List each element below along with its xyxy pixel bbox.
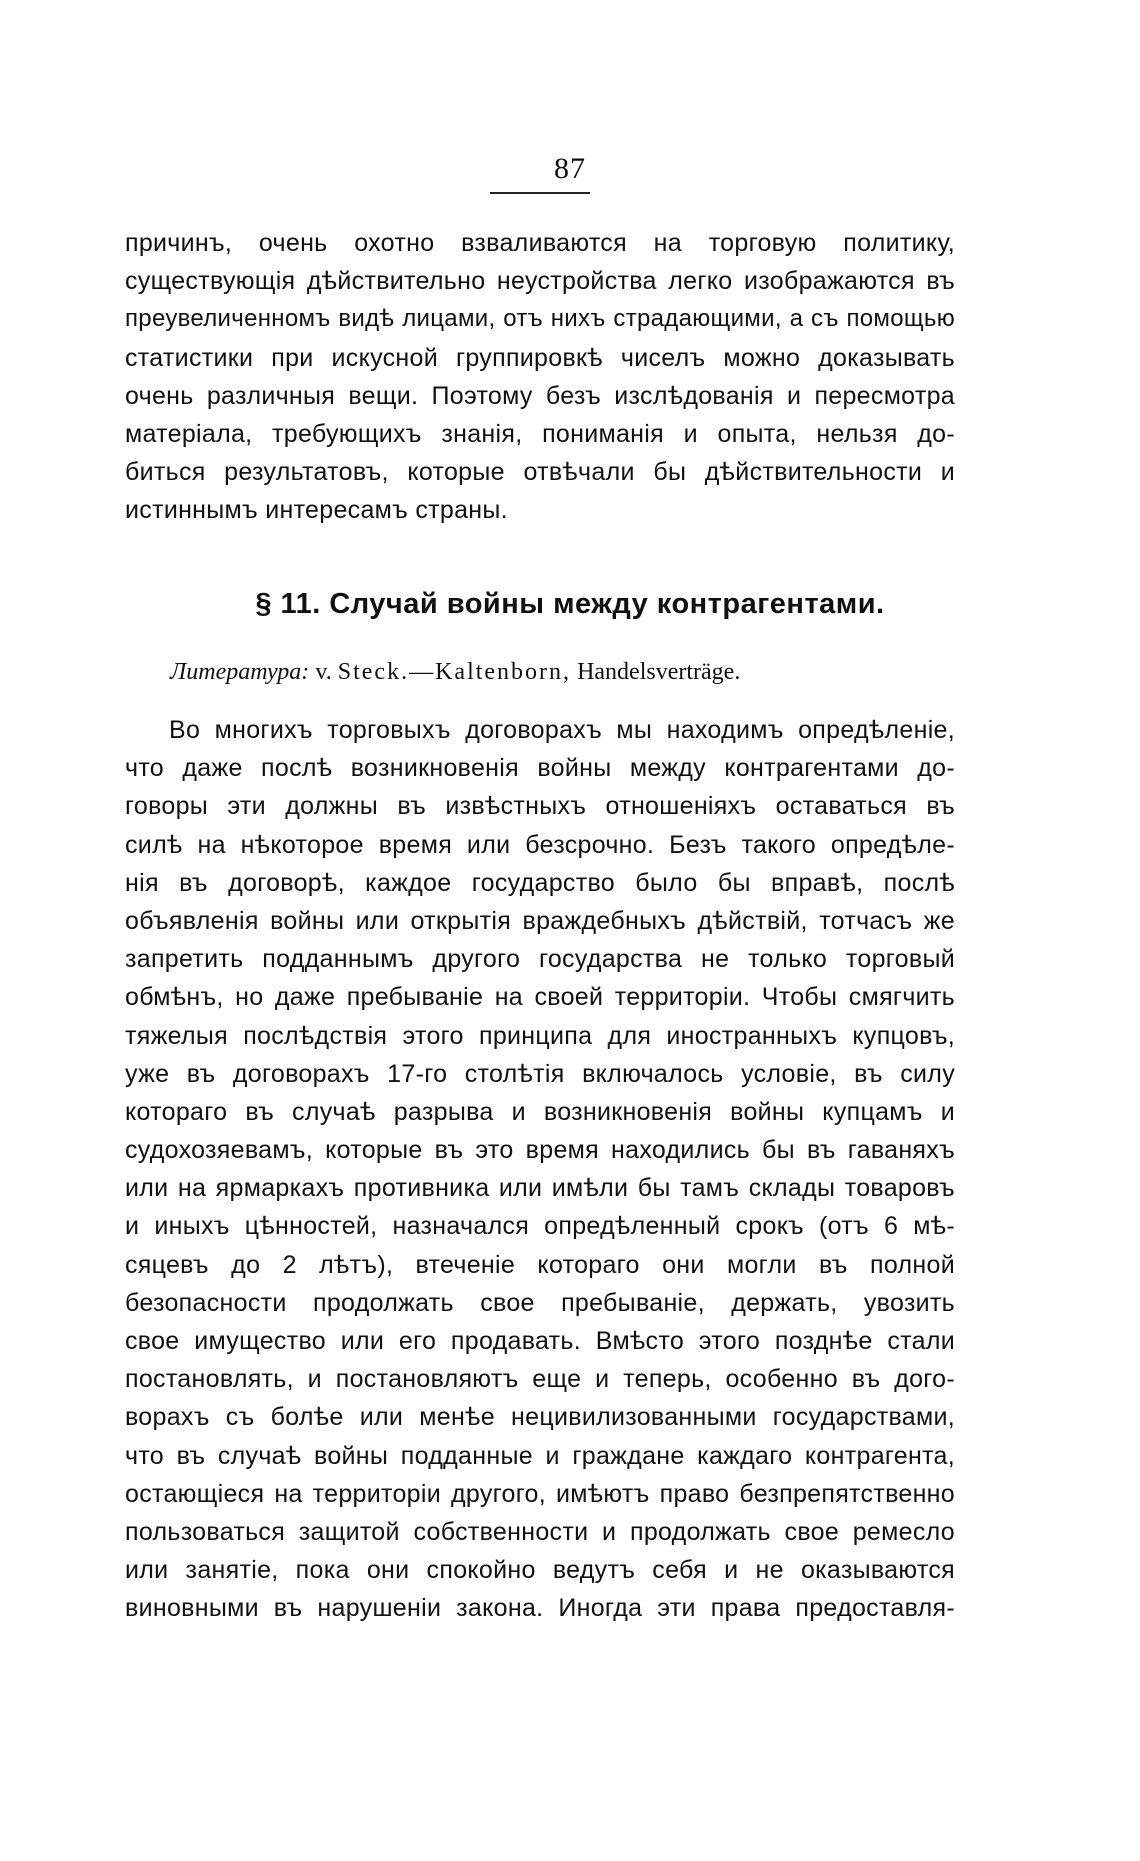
- text-line: что въ случаѣ войны подданные и граждане каждаго контрагента,: [125, 1441, 955, 1470]
- text-line: очень различныя вещи. Поэтому безъ изслѣдованія и пересмотра: [125, 381, 955, 410]
- text-line: объявленія войны или открытія враждебныхъ дѣйствій, тотчасъ же: [125, 906, 955, 935]
- text-line: остающіеся на территоріи другого, имѣютъ право безпрепятственно: [125, 1479, 955, 1508]
- text-line: сяцевъ до 2 лѣтъ), втеченіе котораго они могли въ полной: [125, 1250, 955, 1279]
- text-line: нія въ договорѣ, каждое государство было бы вправѣ, послѣ: [125, 868, 955, 897]
- text-line: или на ярмаркахъ противника или имѣли бы тамъ склады товаровъ: [125, 1174, 955, 1203]
- text-line: статистики при искусной группировкѣ чиселъ можно доказывать: [125, 343, 955, 372]
- text-line: Во многихъ торговыхъ договорахъ мы находимъ опредѣленіе,: [169, 716, 955, 744]
- text-line: существующія дѣйствительно неустройства легко изображаются въ: [125, 267, 955, 296]
- paragraph-main: [125, 711, 955, 1628]
- text-line: уже въ договорахъ 17-го столѣтія включалось условіе, въ силу: [125, 1059, 955, 1088]
- text-line: биться результатовъ, которые отвѣчали бы дѣйствительности и: [125, 458, 955, 487]
- text-line: постановлять, и постановляютъ еще и теперь, особенно въ дого-: [125, 1365, 955, 1394]
- section-heading: § 11. Случай войны между контрагентами.: [255, 588, 885, 620]
- text-line: свое имущество или его продавать. Вмѣсто этого позднѣе стали: [125, 1327, 955, 1355]
- text-line: виновными въ нарушеніи закона. Иногда эти права предоставля-: [125, 1594, 955, 1623]
- text-line: причинъ, очень охотно взваливаются на торговую политику,: [125, 229, 955, 257]
- literature-title: Handelsverträge.: [577, 659, 741, 685]
- text-line: котораго въ случаѣ разрыва и возникновенія войны купцамъ и: [125, 1097, 955, 1126]
- text-line: что даже послѣ возникновенія войны между контрагентами до-: [125, 754, 955, 783]
- text-line: преувеличенномъ видѣ лицами, отъ нихъ страдающими, а съ помощью: [125, 305, 955, 333]
- text-line: истиннымъ интересамъ страны.: [125, 496, 508, 525]
- literature-author: Steck.—Kaltenborn,: [337, 659, 572, 685]
- literature-label: Литература:: [170, 659, 310, 685]
- text-line: силѣ на нѣкоторое время или безсрочно. Безъ такого опредѣле-: [125, 830, 955, 859]
- text-line: запретить подданнымъ другого государства не только торговый: [125, 945, 955, 974]
- page-number: 87: [554, 152, 586, 185]
- literature-reference: [170, 659, 740, 686]
- literature-prefix: v.: [315, 659, 332, 685]
- paragraph-continued: [125, 224, 955, 530]
- text-line: и иныхъ цѣнностей, назначался опредѣленный срокъ (отъ 6 мѣ-: [125, 1212, 955, 1241]
- text-line: пользоваться защитой собственности и продолжать свое ремесло: [125, 1517, 955, 1546]
- text-line: тяжелыя послѣдствія этого принципа для иностранныхъ купцовъ,: [125, 1021, 955, 1050]
- text-line: обмѣнъ, но даже пребываніе на своей территоріи. Чтобы смягчить: [125, 983, 955, 1012]
- text-line: говоры эти должны въ извѣстныхъ отношеніяхъ оставаться въ: [125, 792, 955, 821]
- text-line: матеріала, требующихъ знанія, пониманія и опыта, нельзя до-: [125, 419, 955, 448]
- text-line: безопасности продолжать свое пребываніе, держать, увозить: [125, 1288, 955, 1317]
- header-rule: [490, 192, 590, 194]
- text-line: судохозяевамъ, которые въ это время находились бы въ гаваняхъ: [125, 1136, 955, 1165]
- text-line: или занятіе, пока они спокойно ведутъ себя и не оказываются: [125, 1556, 955, 1585]
- text-line: ворахъ съ болѣе или менѣе нецивилизованными государствами,: [125, 1403, 955, 1432]
